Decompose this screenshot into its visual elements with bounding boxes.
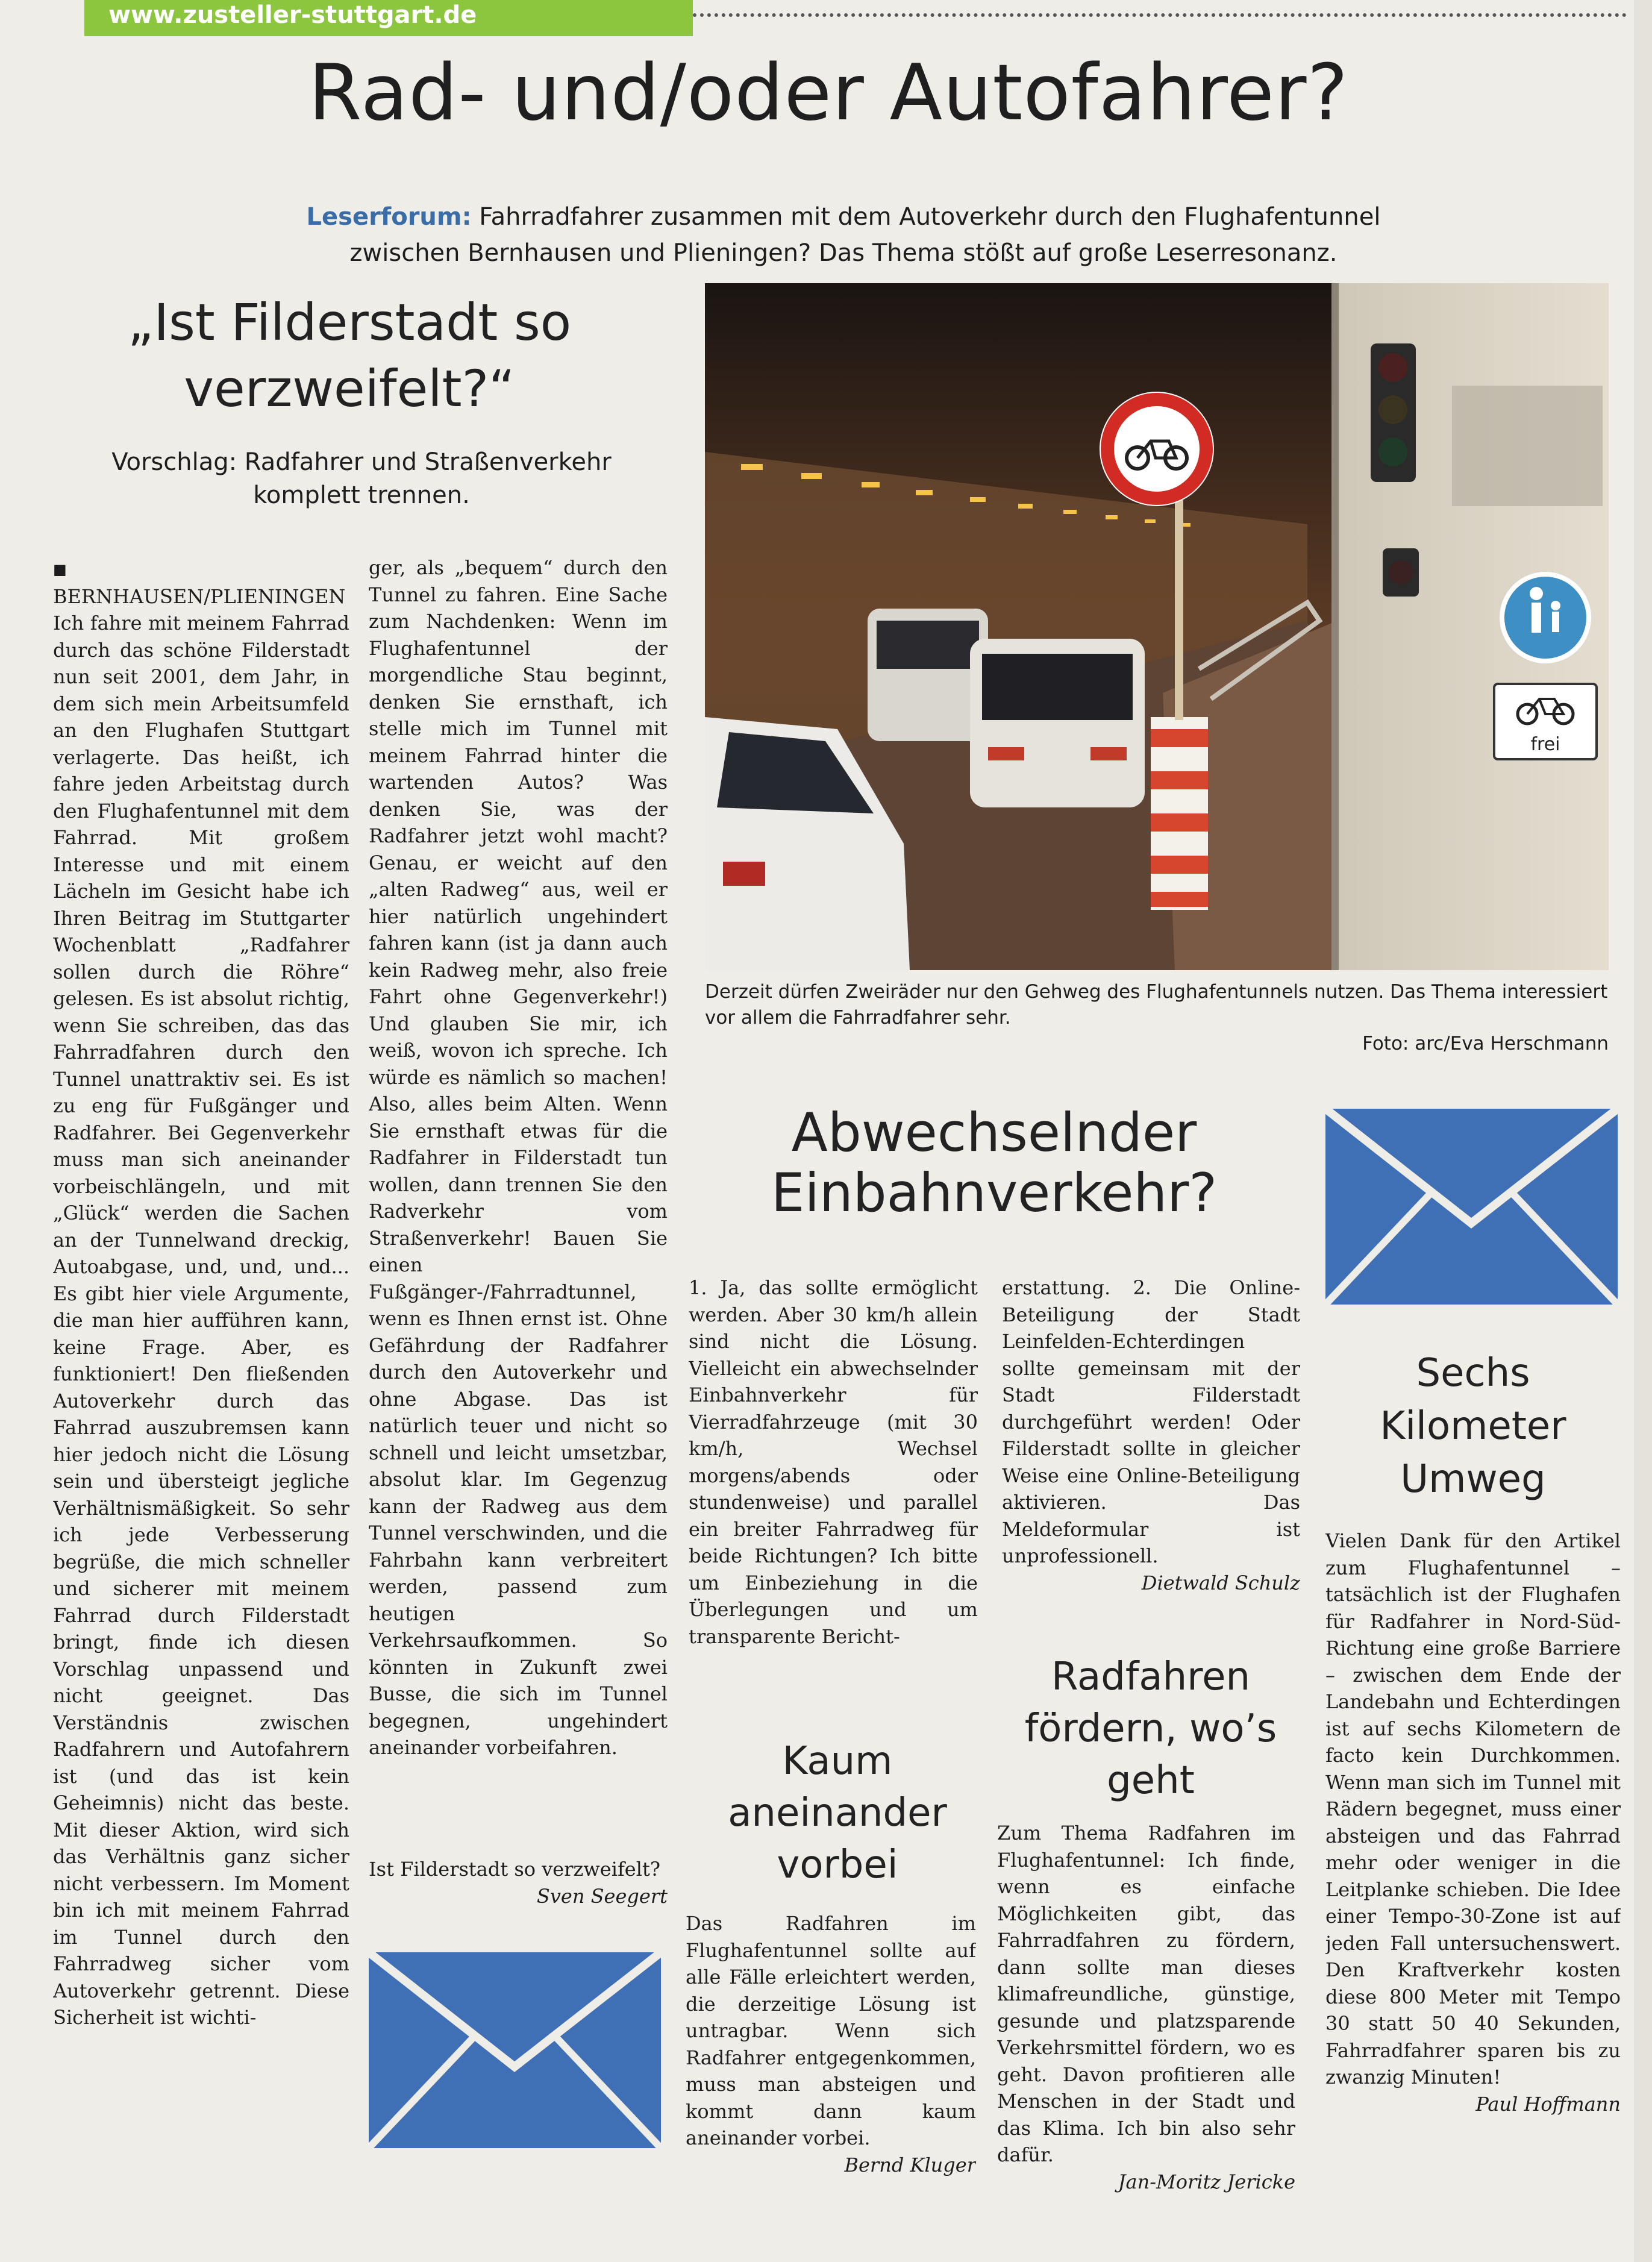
kicker-line-1: Fahrradfahrer zusammen mit dem Autoverkehr durch den Flughafentunnel: [479, 203, 1381, 231]
letter1-body-2: ger, als „bequem“ durch den Tunnel zu fahren. Eine Sache zum Nachdenken: Wenn im Flughafentunnel der morgendliche Stau beginnt, denken Sie ernsthaft, ich stelle mich im Tunnel mit meinem Fahrrad hinter die wartenden Autos? Was denken Sie, was der Radfahrer jetzt wohl macht? Genau, er weicht auf den „alten Radweg“ aus, weil er hier natürlich ungehindert fahren kann (ist ja dann auch kein Radweg mehr, also freie Fahrt ohne Gegenverkehr!) Und glauben Sie mir, ich weiß, wovon ich spreche. Ich würde es nämlich so machen! Also, alles beim Alten. Wenn Sie ernsthaft etwas für die Radfahrer in Filderstadt tun wollen, dann trennen Sie den Radverkehr vom Straßenverkehr! Bauen Sie einen Fußgänger-/Fahrradtunnel, wenn es Ihnen ernst ist. Ohne Gefährdung der Radfahrer durch den Autoverkehr und ohne Abgase. Das ist natürlich teuer und nicht so schnell und leicht umsetzbar, absolut klar. Im Gegenzug kann der Radweg aus dem Tunnel verschwinden, und die Fahrbahn kann verbreitert werden, passend zum heutigen Verkehrsaufkommen. So könnten in Zukunft zwei Busse, die sich im Tunnel begegnen, ungehindert aneinander vorbeifahren.: [369, 556, 668, 1759]
letter4-body: Zum Thema Radfahren im Flughafentunnel: Ich finde, wenn es einfache Möglichkeiten gibt, das Fahrradfahren zu fördern, dann sollte man dieses klimafreundliche, günstige, gesunde und platzsparende Verkehrsmittel fördern, wo es geht. Davon profitieren alle Menschen in der Stadt und das Klima. Ich bin also sehr dafür.: [997, 1822, 1295, 2166]
letter2-title: Abwechselnder Einbahnverkehr?: [771, 1101, 1218, 1224]
bicycle-frei-sign-icon: [1494, 684, 1597, 759]
letter3-column: [686, 1910, 976, 2193]
letter4-title: Radfahren fördern, wo’s geht: [1024, 1655, 1277, 1803]
letter5-author: Paul Hoffmann: [1475, 2092, 1621, 2116]
letter4-author: Jan-Moritz Jericke: [1118, 2170, 1295, 2193]
letter1-author: Sven Seegert: [536, 1884, 668, 1908]
envelope-icon: [1325, 1109, 1618, 1305]
letter5-title: Sechs Kilometer Umweg: [1380, 1351, 1566, 1502]
letter1-title: „Ist Filderstadt so verzweifelt?“: [127, 293, 572, 418]
letter1-signoff: [369, 1856, 668, 1916]
page-headline: Rad- und/oder Autofahrer?: [308, 48, 1349, 138]
letter3-body: Das Radfahren im Flughafentunnel sollte auf alle Fälle erleichtert werden, die derzeitige Lösung ist untragbar. Wenn sich Radfahrer entgegenkommen, muss man absteigen und kommt dann kaum aneinander vorbei.: [686, 1912, 976, 2149]
site-banner: [84, 0, 693, 36]
letter4-column: [997, 1820, 1295, 2211]
envelope-icon: [369, 1952, 661, 2148]
letter1-body-1: Ich fahre mit meinem Fahrrad durch das schöne Filderstadt nun seit 2001, dem Jahr, in dem sich mein Arbeitsumfeld an den Flughafen Stuttgart verlagerte. Das heißt, ich fahre jeden Arbeitstag durch den Flughafentunnel mit dem Fahrrad. Mit großem Interesse und mit einem Lächeln im Gesicht habe ich Ihren Beitrag im Stuttgarter Wochenblatt „Radfahrer sollen durch die Röhre“ gelesen. Es ist absolut richtig, wenn Sie schreiben, das das Fahrradfahren durch den Tunnel unattraktiv sei. Es ist zu eng für Fußgänger und Radfahrer. Bei Gegenverkehr muss man sich aneinander vorbeischlängeln, und mit „Glück“ werden die Sachen an der Tunnelwand dreckig, Autoabgase, und, und, und... Es gibt hier viele Argumente, die man hier aufführen kann, keine Frage. Aber, es funktioniert! Den fließenden Autoverkehr durch das Fahrrad auszubremsen kann hier jedoch nicht die Lösung sein und übersteigt jegliche Verhältnismäßigkeit. So sehr ich jede Verbesserung begrüße, die mich schneller und sicherer mit meinem Fahrrad durch Filderstadt bringt, finde ich diesen Vorschlag unpassend und nicht geeignet. Das Verständnis zwischen Radfahrern und Autofahrern ist (und das ist kein Geheimnis) nicht das beste. Mit dieser Aktion, wird sich das Verhältnis ganz sicher nicht verbessern. Im Moment bin ich mit meinem Fahrrad im Tunnel durch den Fahrradweg sicher vom Autoverkehr getrennt. Diese Sicherheit ist wichti-: [53, 612, 349, 2029]
letter5-column: [1325, 1527, 1621, 2208]
letter1-dateline: BERNHAUSEN/PLIENINGEN: [53, 584, 346, 608]
letter3-author: Bernd Kluger: [844, 2153, 976, 2176]
letter2-author: Dietwald Schulz: [1141, 1571, 1300, 1594]
letter1-column-2: [369, 554, 668, 1874]
photo-caption: [705, 979, 1609, 1057]
letter5-body: Vielen Dank für den Artikel zum Flughafentunnel – tatsächlich ist der Flughafen für Radfahrer in Nord-Süd-Richtung eine große Barriere – zwischen dem Ende der Landebahn und Echterdingen ist auf sechs Kilometern de facto kein Durchkommen. Wenn man sich im Tunnel mit Rädern begegnet, muss einer absteigen und das Fahrrad mehr oder weniger in die Leitplanke schieben. Die Idee einer Tempo-30-Zone ist auf jeden Fall untersuchenswert. Den Kraftverkehr kosten diese 800 Meter mit Tempo 30 statt 50 40 Sekunden, Fahrradfahrer sparen bis zu zwanzig Minuten!: [1325, 1529, 1621, 2088]
letter2-column-1: [689, 1274, 978, 1678]
letter2-column-2: [1002, 1274, 1300, 1624]
pedestrian-sign-icon: [1502, 574, 1589, 661]
tunnel-photo: [705, 283, 1609, 970]
headline-kicker: [241, 199, 1446, 271]
letter3-title: Kaum aneinander vorbei: [728, 1739, 947, 1887]
letter1-deck: Vorschlag: Radfahrer und Straßenverkehr komplett trennen.: [111, 448, 612, 509]
adjacent-page-edge: [1634, 0, 1652, 2262]
photo-credit: Foto: arc/Eva Herschmann: [1362, 1033, 1609, 1054]
kicker-line-2: zwischen Bernhausen und Plieningen? Das Thema stößt auf große Leserresonanz.: [349, 239, 1338, 267]
kicker-label: Leserforum:: [306, 203, 472, 231]
sign-frei-label: frei: [1530, 734, 1560, 755]
letter1-closing: Ist Filderstadt so verzweifelt?: [369, 1858, 660, 1881]
letter2-body-2: erstattung. 2. Die Online-Beteiligung der Stadt Leinfelden-Echterdingen sollte gemeinsam mit der Stadt Filderstadt durchgeführt werden! Oder Filderstadt sollte in gleicher Weise eine Online-Beteiligung aktivieren. Das Meldeformular ist unprofessionell.: [1002, 1276, 1300, 1567]
letter1-column-1: ■ BERNHAUSEN/PLIENINGEN Ich fahre mit meinem Fahrrad durch das schöne Filderstadt nun seit 2001, dem Jahr, in dem sich mein Arbeitsumfeld an den Flughafen Stuttgart verlagerte. Das heißt, ich fahre jeden Arbeitstag durch den Flughafentunnel mit dem Fahrrad. Mit großem Interesse und mit einem Lächeln im Gesicht habe ich Ihren Beitrag im Stuttgarter Wochenblatt „Radfahrer sollen durch die Röhre“ gelesen. Es ist absolut richtig, wenn Sie schreiben, das das Fahrradfahren durch den Tunnel unattraktiv sei. Es ist zu eng für Fußgänger und Radfahrer. Bei Gegenverkehr muss man sich aneinander vorbeischlängeln, und mit „Glück“ werden die Sachen an der Tunnelwand dreckig, Autoabgase, und, und, und... Es gibt hier viele Argumente, die man hier aufführen kann, keine Frage. Aber, es funktioniert! Den fließenden Autoverkehr durch das Fahrrad auszubremsen kann hier jedoch nicht die Lösung sein und übersteigt jegliche Verhältnismäßigkeit. So sehr ich jede Verbesserung begrüße, die mich schneller und sicherer mit meinem Fahrrad durch Filderstadt bringt, finde ich diesen Vorschlag unpassend und nicht geeignet. Das Verständnis zwischen Radfahrern und Autofahrern ist (und das ist kein Geheimnis) nicht das beste. Mit dieser Aktion, wird sich das Verhältnis ganz sicher nicht verbessern. Im Moment bin ich mit meinem Fahrrad im Tunnel durch den Fahrradweg sicher vom Autoverkehr getrennt. Diese Sicherheit ist wichti-: [53, 554, 349, 2181]
no-bicycles-sign-icon: [1100, 392, 1214, 506]
caption-text: Derzeit dürfen Zweiräder nur den Gehweg des Flughafentunnels nutzen. Das Thema interessiert vor allem die Fahrradfahrer sehr.: [705, 981, 1608, 1029]
letter2-body-1: 1. Ja, das sollte ermöglicht werden. Aber 30 km/h allein sind nicht die Lösung. Vielleicht ein abwechselnder Einbahnverkehr für Vierradfahrzeuge (mit 30 km/h, Wechsel morgens/abends oder stundenweise) und parallel ein breiter Fahrradweg für beide Richtungen? Ich bitte um Einbeziehung in die Überlegungen und um transparente Bericht-: [689, 1276, 978, 1648]
site-url: www.zusteller-stuttgart.de: [108, 1, 477, 29]
header-divider: [693, 13, 1627, 17]
